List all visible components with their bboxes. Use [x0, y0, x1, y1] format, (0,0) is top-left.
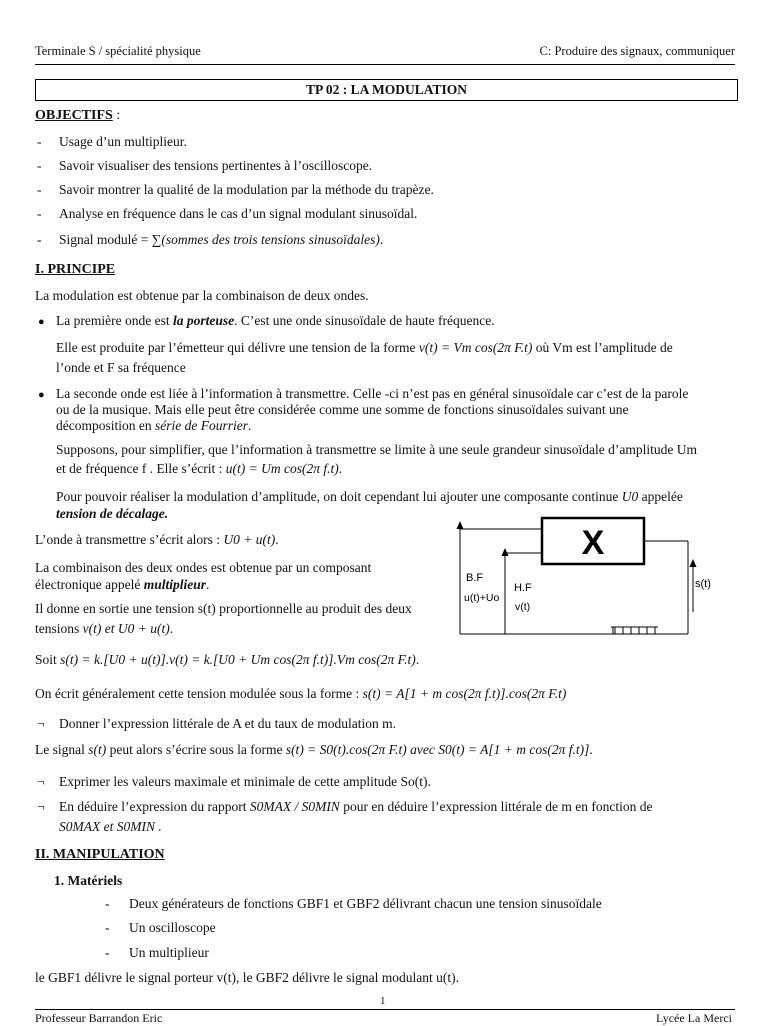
objectif-item: - Analyse en fréquence dans le cas d’un signal modulant sinusoïdal. — [37, 206, 418, 221]
tension-decalage: tension de décalage. — [56, 506, 169, 521]
header-left: Terminale S / spécialité physique — [35, 44, 201, 58]
objectif-item: - Signal modulé = ∑(sommes des trois tensions sinusoïdales). — [37, 232, 384, 247]
manipulation-heading: II. MANIPULATION — [35, 847, 165, 862]
question-3: ¬ En déduire l’expression du rapport S0MAX / S0MIN pour en déduire l’expression littérale de m en fonction de — [37, 799, 653, 814]
soit-equation: Soit s(t) = k.[U0 + u(t)].v(t) = k.[U0 + Um cos(2π f.t)].Vm cos(2π F.t). — [35, 652, 420, 667]
objectif-item: - Savoir montrer la qualité de la modulation par la méthode du trapèze. — [37, 182, 434, 197]
bullet-information: ● La seconde onde est liée à l’information à transmettre. Celle -ci n’est pas en général sinusoïdale car c’est de la parole — [38, 386, 689, 401]
porteuse-desc-2: l’onde et F sa fréquence — [56, 360, 186, 375]
materiel-item: - Un multiplieur — [105, 945, 209, 960]
supposons-line: Supposons, pour simplifier, que l’information à transmettre se limite à une seule grandeur sinusoïdale d’amplitude Um — [56, 442, 697, 457]
hf-signal: v(t) — [515, 601, 531, 613]
multiplier-symbol: X — [581, 524, 605, 562]
combinaison-line-2: électronique appelé multiplieur. — [35, 577, 210, 592]
footer-rule — [35, 1009, 735, 1010]
materiel-item: - Deux générateurs de fonctions GBF1 et GBF2 délivrant chacun une tension sinusoïdale — [105, 896, 602, 911]
multiplier-diagram — [445, 512, 735, 647]
bf-label: B.F — [466, 572, 484, 584]
supposons-line-2: et de fréquence f . Elle s’écrit : u(t) = Um cos(2π f.t). — [56, 461, 343, 476]
porteuse-desc: Elle est produite par l’émetteur qui délivre une tension de la forme v(t) = Vm cos(2π F.t) où Vm est l’amplitude de — [56, 340, 673, 355]
page-number: 1 — [380, 995, 386, 1007]
combinaison-line: La combinaison des deux ondes est obtenue par un composant — [35, 560, 372, 575]
bf-signal: u(t)+Uo — [464, 592, 500, 604]
page-title: TP 02 : LA MODULATION — [35, 79, 738, 101]
information-desc-2: décomposition en série de Fourrier. — [56, 418, 252, 433]
signal-equation: Le signal s(t) peut alors s’écrire sous la forme s(t) = S0(t).cos(2π F.t) avec S0(t) = A[1 + m cos(2π f.t)]. — [35, 742, 593, 757]
objectif-item: - Savoir visualiser des tensions pertinentes à l’oscilloscope. — [37, 158, 373, 173]
ecrit-equation: On écrit généralement cette tension modulée sous la forme : s(t) = A[1 + m cos(2π f.t)].cos(2π F.t) — [35, 686, 567, 701]
pour-pouvoir: Pour pouvoir réaliser la modulation d’amplitude, on doit cependant lui ajouter une composante continue U0 appelée — [56, 489, 683, 504]
footer-right: Lycée La Merci — [656, 1011, 732, 1025]
principe-intro: La modulation est obtenue par la combinaison de deux ondes. — [35, 288, 369, 303]
donne-line: Il donne en sortie une tension s(t) proportionnelle au produit des deux — [35, 601, 412, 616]
principe-heading: I. PRINCIPE — [35, 262, 116, 277]
header-rule — [35, 64, 735, 65]
gbf-line: le GBF1 délivre le signal porteur v(t), le GBF2 délivre le signal modulant u(t). — [35, 970, 460, 985]
hf-label: H.F — [514, 582, 532, 594]
information-desc: ou de la musique. Mais elle peut être considérée comme une somme de fonctions sinusoïdales suivant une — [56, 402, 629, 417]
objectifs-heading: OBJECTIFS : — [35, 108, 121, 123]
onde-transmettre: L’onde à transmettre s’écrit alors : U0 + u(t). — [35, 532, 279, 547]
materiel-item: - Un oscilloscope — [105, 920, 216, 935]
donne-line-2: tensions v(t) et U0 + u(t). — [35, 621, 174, 636]
question-1: ¬ Donner l’expression littérale de A et du taux de modulation m. — [37, 716, 397, 731]
header-right: C: Produire des signaux, communiquer — [539, 44, 735, 58]
materiels-heading: 1. Matériels — [54, 873, 123, 888]
objectif-item: - Usage d’un multiplieur. — [37, 134, 187, 149]
question-3-line-2: S0MAX et S0MIN . — [59, 819, 162, 834]
bullet-porteuse: ● La première onde est la porteuse. C’est une onde sinusoïdale de haute fréquence. — [38, 313, 495, 328]
output-label: s(t) — [695, 578, 711, 590]
question-2: ¬ Exprimer les valeurs maximale et minimale de cette amplitude So(t). — [37, 774, 431, 789]
footer-left: Professeur Barrandon Eric — [35, 1011, 163, 1025]
